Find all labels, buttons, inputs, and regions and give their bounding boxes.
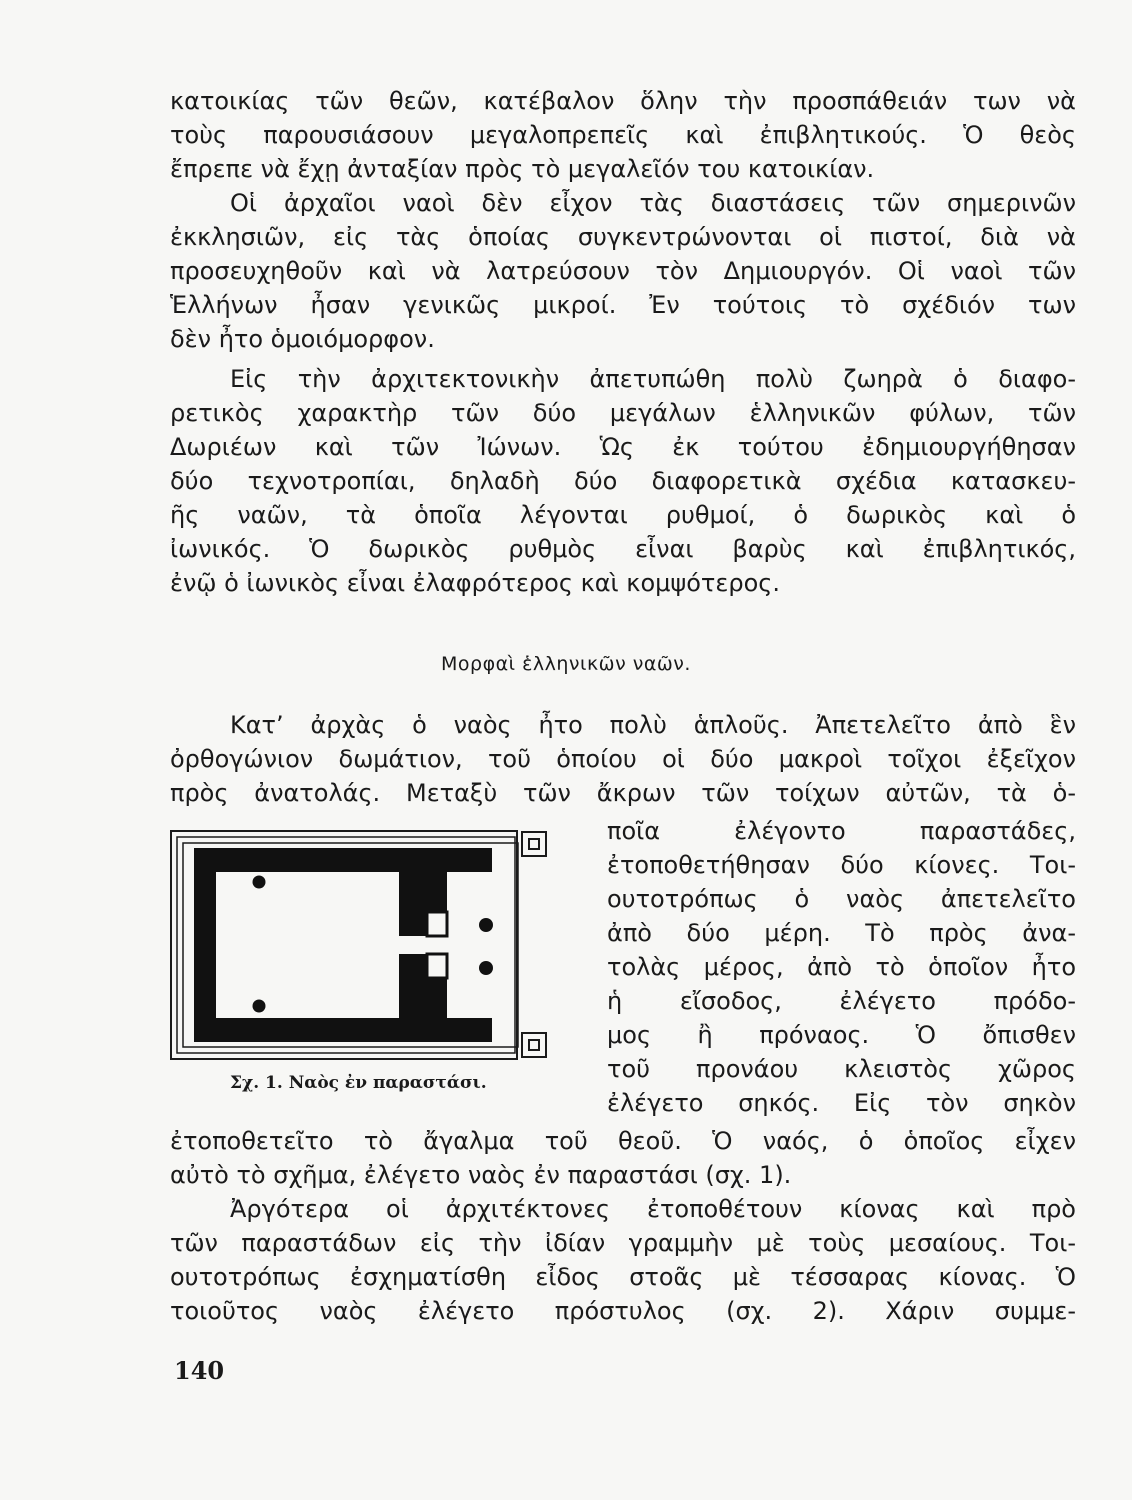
text-line: τοῦ προνάου κλειστὸς χῶρος bbox=[607, 1055, 1076, 1083]
text-line: πρὸς ἀνατολάς. Μεταξὺ τῶν ἄκρων τῶν τοίχων αὐτῶν, τὰ ὁ- bbox=[170, 779, 1076, 807]
text-line: ἡ εἴσοδος, ἐλέγετο πρόδο- bbox=[607, 987, 1076, 1015]
text-line: ἐκκλησιῶν, εἰς τὰς ὁποίας συγκεντρώνονται οἱ πιστοί, διὰ νὰ bbox=[170, 223, 1076, 251]
text-line: ῆς ναῶν, τὰ ὁποῖα λέγονται ρυθμοί, ὁ δωρικὸς καὶ ὁ bbox=[170, 501, 1076, 529]
anta bbox=[427, 912, 447, 936]
temple-floor-plan bbox=[170, 830, 555, 1062]
text-line: κατοικίας τῶν θεῶν, κατέβαλον ὅλην τὴν προσπάθειάν των νὰ bbox=[170, 87, 1076, 115]
text-line: ποῖα ἐλέγοντο παραστάδες, bbox=[607, 817, 1076, 845]
text-line: μος ἢ πρόναος. Ὁ ὄπισθεν bbox=[607, 1021, 1076, 1049]
text-line: τῶν παραστάδων εἰς τὴν ἰδίαν γραμμὴν μὲ τοὺς μεσαίους. Τοι- bbox=[170, 1229, 1076, 1257]
text-line: Κατ’ ἀρχὰς ὁ ναὸς ἦτο πολὺ ἁπλοῦς. Ἀπετελεῖτο ἀπὸ ἓν bbox=[230, 711, 1076, 739]
text-line: τολὰς μέρος, ἀπὸ τὸ ὁποῖον ἦτο bbox=[607, 953, 1076, 981]
section-heading: Μορφαὶ ἑλληνικῶν ναῶν. bbox=[441, 653, 691, 675]
column-dot bbox=[253, 1000, 266, 1013]
text-line: Οἱ ἀρχαῖοι ναοὶ δὲν εἶχον τὰς διαστάσεις τῶν σημερινῶν bbox=[230, 189, 1076, 217]
text-line: ἐτοποθετήθησαν δύο κίονες. Τοι- bbox=[607, 851, 1076, 879]
corner-marker bbox=[522, 832, 546, 856]
page-number: 140 bbox=[174, 1356, 225, 1385]
text-line: ρετικὸς χαρακτὴρ τῶν δύο μεγάλων ἑλληνικῶν φύλων, τῶν bbox=[170, 399, 1076, 427]
corner-marker bbox=[522, 1033, 546, 1057]
column-dot bbox=[479, 961, 493, 975]
text-line: Ἑλλήνων ἦσαν γενικῶς μικροί. Ἐν τούτοις τὸ σχέδιόν των bbox=[170, 291, 1076, 319]
text-line: ἐτοποθετεῖτο τὸ ἄγαλμα τοῦ θεοῦ. Ὁ ναός, ὁ ὁποῖος εἶχεν bbox=[170, 1127, 1076, 1155]
text-line: ἰωνικός. Ὁ δωρικὸς ρυθμὸς εἶναι βαρὺς καὶ ἐπιβλητικός, bbox=[170, 535, 1076, 563]
text-line: ἐνῷ ὁ ἰωνικὸς εἶναι ἐλαφρότερος καὶ κομψότερος. bbox=[170, 569, 780, 597]
plan-inner-frame bbox=[183, 843, 518, 1047]
plan-walls bbox=[194, 848, 492, 1042]
text-line: αὐτὸ τὸ σχῆμα, ἐλέγετο ναὸς ἐν παραστάσι (σχ. 1). bbox=[170, 1161, 792, 1189]
text-line: Ἀργότερα οἱ ἀρχιτέκτονες ἐτοποθέτουν κίονας καὶ πρὸ bbox=[230, 1195, 1076, 1223]
text-line: τοὺς παρουσιάσουν μεγαλοπρεπεῖς καὶ ἐπιβλητικούς. Ὁ θεὸς bbox=[170, 121, 1076, 149]
text-line: ἐλέγετο σηκός. Εἰς τὸν σηκὸν bbox=[607, 1089, 1076, 1117]
text-line: ἔπρεπε νὰ ἔχῃ ἀνταξίαν πρὸς τὸ μεγαλεῖόν του κατοικίαν. bbox=[170, 155, 875, 183]
text-line: Εἰς τὴν ἀρχιτεκτονικὴν ἀπετυπώθη πολὺ ζωηρὰ ὁ διαφο- bbox=[230, 365, 1076, 393]
column-dot bbox=[253, 876, 266, 889]
figure-caption: Σχ. 1. Ναὸς ἐν παραστάσι. bbox=[230, 1073, 487, 1093]
text-line: ἀπὸ δύο μέρη. Τὸ πρὸς ἀνα- bbox=[607, 919, 1076, 947]
text-line: ὀρθογώνιον δωμάτιον, τοῦ ὁποίου οἱ δύο μακροὶ τοῖχοι ἐξεῖχον bbox=[170, 745, 1076, 773]
text-line: ουτοτρόπως ὁ ναὸς ἀπετελεῖτο bbox=[607, 885, 1076, 913]
text-line: δύο τεχνοτροπίαι, δηλαδὴ δύο διαφορετικὰ σχέδια κατασκευ- bbox=[170, 467, 1076, 495]
text-line: δὲν ἦτο ὁμοιόμορφον. bbox=[170, 325, 435, 353]
text-line: ουτοτρόπως ἐσχηματίσθη εἶδος στοᾶς μὲ τέσσαρας κίονας. Ὁ bbox=[170, 1263, 1076, 1291]
text-line: προσευχηθοῦν καὶ νὰ λατρεύσουν τὸν Δημιουργόν. Οἱ ναοὶ τῶν bbox=[170, 257, 1076, 285]
column-dot bbox=[479, 918, 493, 932]
text-line: τοιοῦτος ναὸς ἐλέγετο πρόστυλος (σχ. 2). Χάριν συμμε- bbox=[170, 1297, 1076, 1325]
text-line: Δωριέων καὶ τῶν Ἰώνων. Ὡς ἐκ τούτου ἐδημιουργήθησαν bbox=[170, 433, 1076, 461]
anta bbox=[427, 954, 447, 978]
